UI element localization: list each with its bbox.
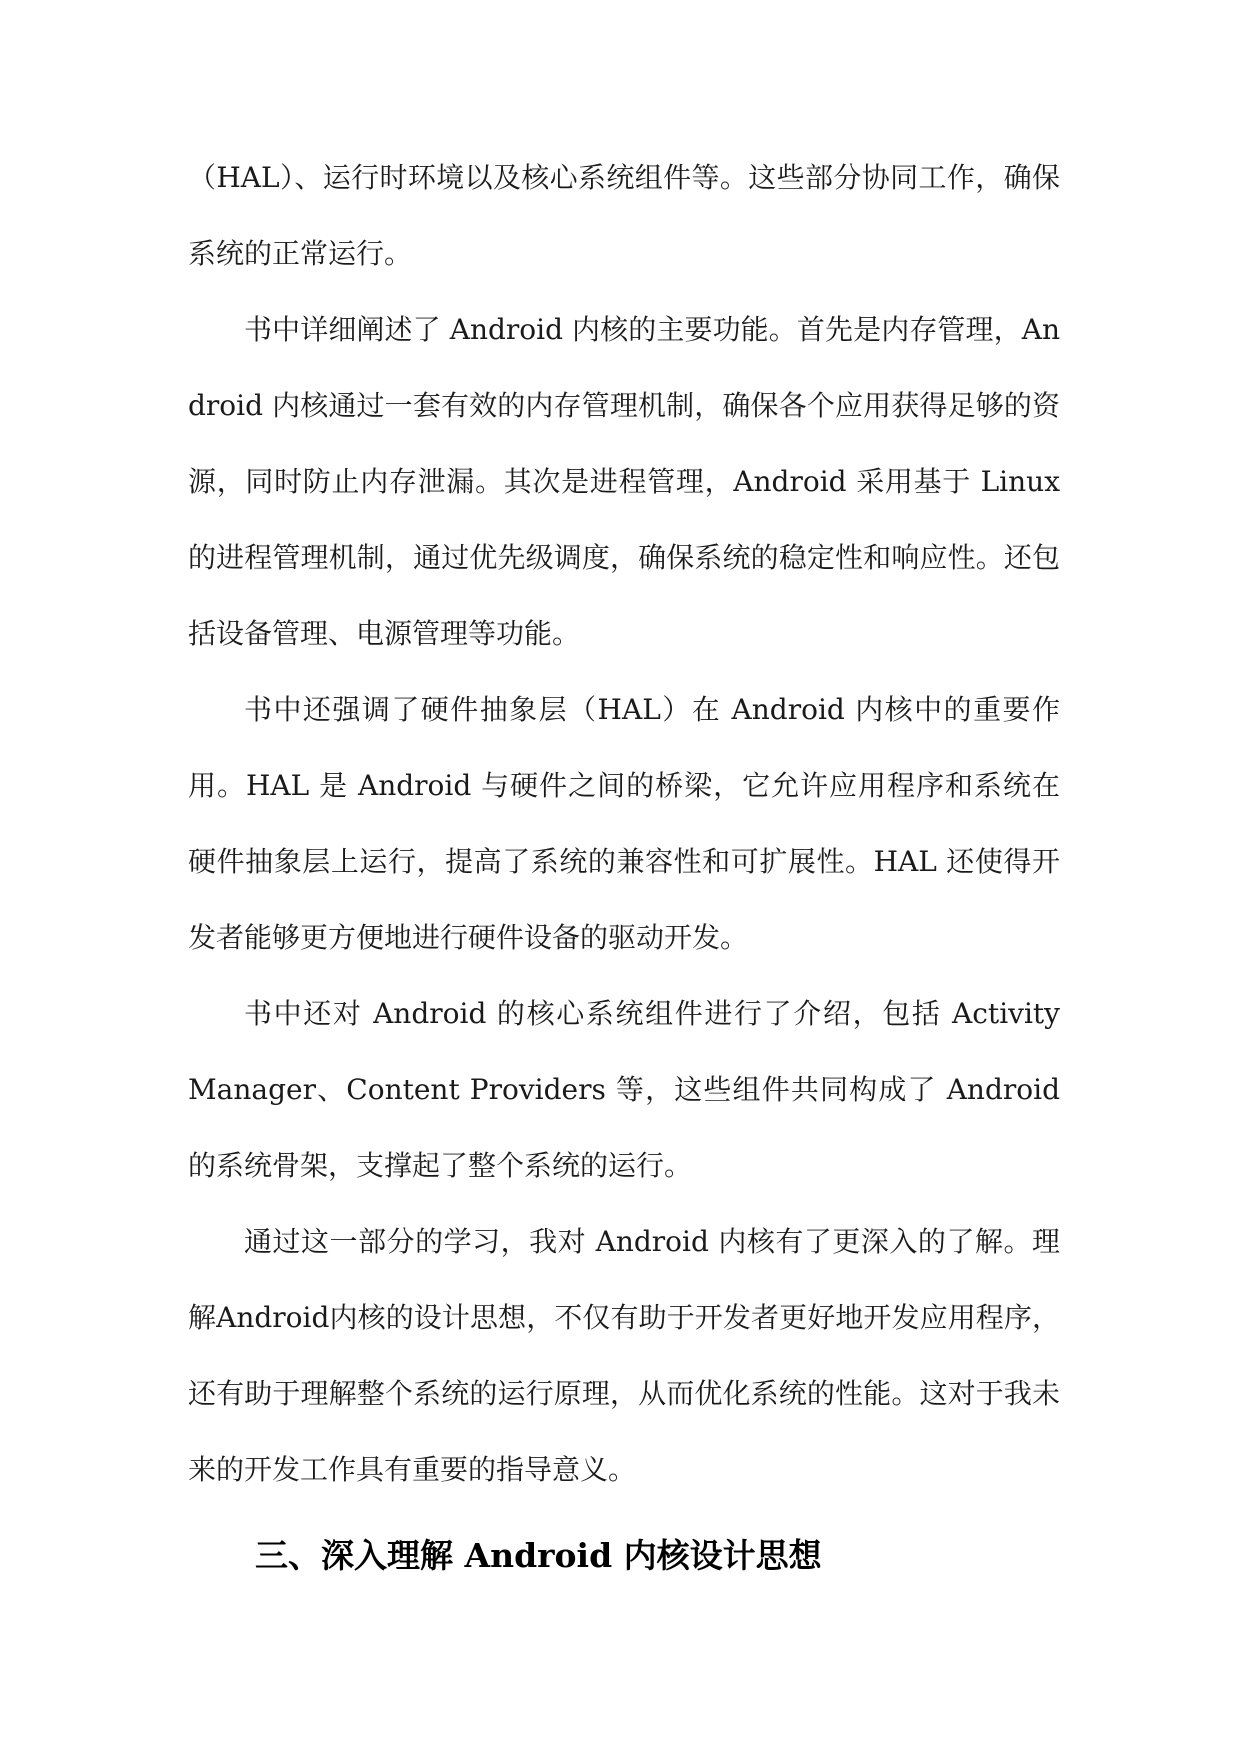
paragraph-kernel-functions: 书中详细阐述了 Android 内核的主要功能。首先是内存管理，Android 内核通过一套有效的内存管理机制，确保各个应用获得足够的资源，同时防止内存泄漏。其次是进程管理，Android 采用基于 Linux 的进程管理机制，通过优先级调度，确保系统的稳定性和响应性。还包括设备管理、电源管理等功能。 xyxy=(188,313,1060,650)
section-heading: 三、深入理解 Android 内核设计思想 xyxy=(255,1536,822,1575)
body-text xyxy=(188,140,1060,1508)
paragraph-hal-importance: 书中还强调了硬件抽象层（HAL）在 Android 内核中的重要作用。HAL 是 Android 与硬件之间的桥梁，它允许应用程序和系统在硬件抽象层上运行，提高了系统的兼容性和可扩展性。HAL 还使得开发者能够更方便地进行硬件设备的驱动开发。 xyxy=(188,693,1060,954)
paragraph-core-components: 书中还对 Android 的核心系统组件进行了介绍，包括 Activity Manager、Content Providers 等，这些组件共同构成了 Android 的系统骨架，支撑起了整个系统的运行。 xyxy=(188,997,1060,1182)
paragraph-hal-continuation: （HAL）、运行时环境以及核心系统组件等。这些部分协同工作，确保系统的正常运行。 xyxy=(188,161,1060,270)
paragraph-learning-summary: 通过这一部分的学习，我对 Android 内核有了更深入的了解。理解Android内核的设计思想，不仅有助于开发者更好地开发应用程序，还有助于理解整个系统的运行原理，从而优化系统的性能。这对于我未来的开发工作具有重要的指导意义。 xyxy=(188,1225,1060,1486)
